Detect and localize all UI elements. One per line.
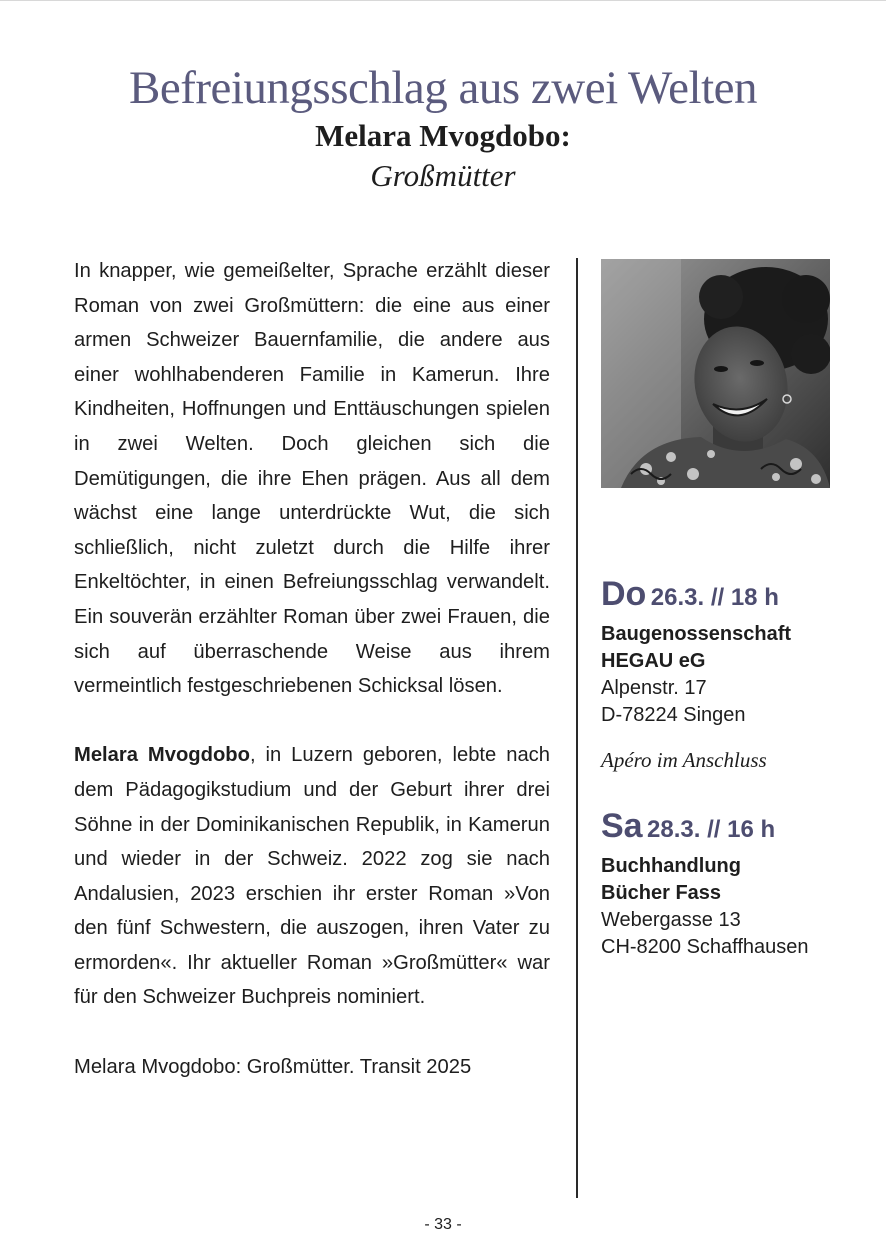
column-divider <box>576 258 578 1198</box>
event-datetime <box>601 806 861 853</box>
summary-paragraph: In knapper, wie gemeißelter, Sprache erzählt dieser Roman von zwei Großmüttern: die eine aus einer armen Schweizer Bauernfamilie, die andere aus einer wohlhabenderen Familie in Kamerun. Ihre Kindheiten, Hoffnungen und Enttäuschungen spielen in zwei Welten. Doch gleichen sich die Demütigungen, die ihre Ehen prägen. Aus all dem wächst eine lange unterdrückte Wut, die sich schließlich, nicht zuletzt durch die Hilfe ihrer Enkeltöchter, in einen Befreiungsschlag verwandelt. Ein souverän erzählter Roman über zwei Frauen, die sich auf überraschende Weise aus ihrem vermeintlich festgeschriebenen Schicksal lösen. <box>74 260 550 698</box>
venue-name: Baugenossenschaft <box>601 623 792 645</box>
event-date-time: 26.3. // 18 h <box>650 584 779 611</box>
event-singen <box>601 574 861 729</box>
author-photo <box>601 259 830 488</box>
venue-name-line2: Bücher Fass <box>601 882 722 904</box>
venue-name-line2: HEGAU eG <box>601 650 706 672</box>
event-date-time: 28.3. // 16 h <box>647 816 776 843</box>
venue-city: D-78224 Singen <box>601 704 746 726</box>
venue-street: Alpenstr. 17 <box>601 677 707 699</box>
event-datetime <box>601 574 861 621</box>
page-title: Befreiungsschlag aus zwei Welten <box>128 62 757 114</box>
event-schaffhausen <box>601 806 861 961</box>
event-day: Sa <box>601 807 643 845</box>
book-title: Großmütter <box>370 158 516 193</box>
event-day: Do <box>601 575 647 613</box>
author-heading: Melara Mvogdobo: <box>315 118 571 153</box>
bio-paragraph <box>74 738 550 1015</box>
page-number: - 33 - <box>424 1216 462 1233</box>
author-name: Melara Mvogdobo <box>74 744 250 767</box>
article-body <box>74 254 550 1084</box>
book-reference: Melara Mvogdobo: Großmütter. Transit 2025 <box>74 1055 472 1078</box>
top-border <box>0 0 886 1</box>
bio-text: , in Luzern geboren, lebte nach dem Pädagogikstudium und der Geburt ihrer drei Söhne in der Dominikanischen Republik, in Kamerun und wieder in der Schweiz. 2022 zog sie nach Andalusien, 2023 erschien ihr erster Roman »Von den fünf Schwestern, die auszogen, ihren Vater zu ermorden«. Ihr aktueller Roman »Großmütter« war für den Schweizer Buchpreis nominiert. <box>74 744 550 1009</box>
venue-city: CH-8200 Schaffhausen <box>601 936 809 958</box>
apero-note: Apéro im Anschluss <box>601 748 767 772</box>
venue-street: Webergasse 13 <box>601 909 741 931</box>
venue-name: Buchhandlung <box>601 855 741 877</box>
